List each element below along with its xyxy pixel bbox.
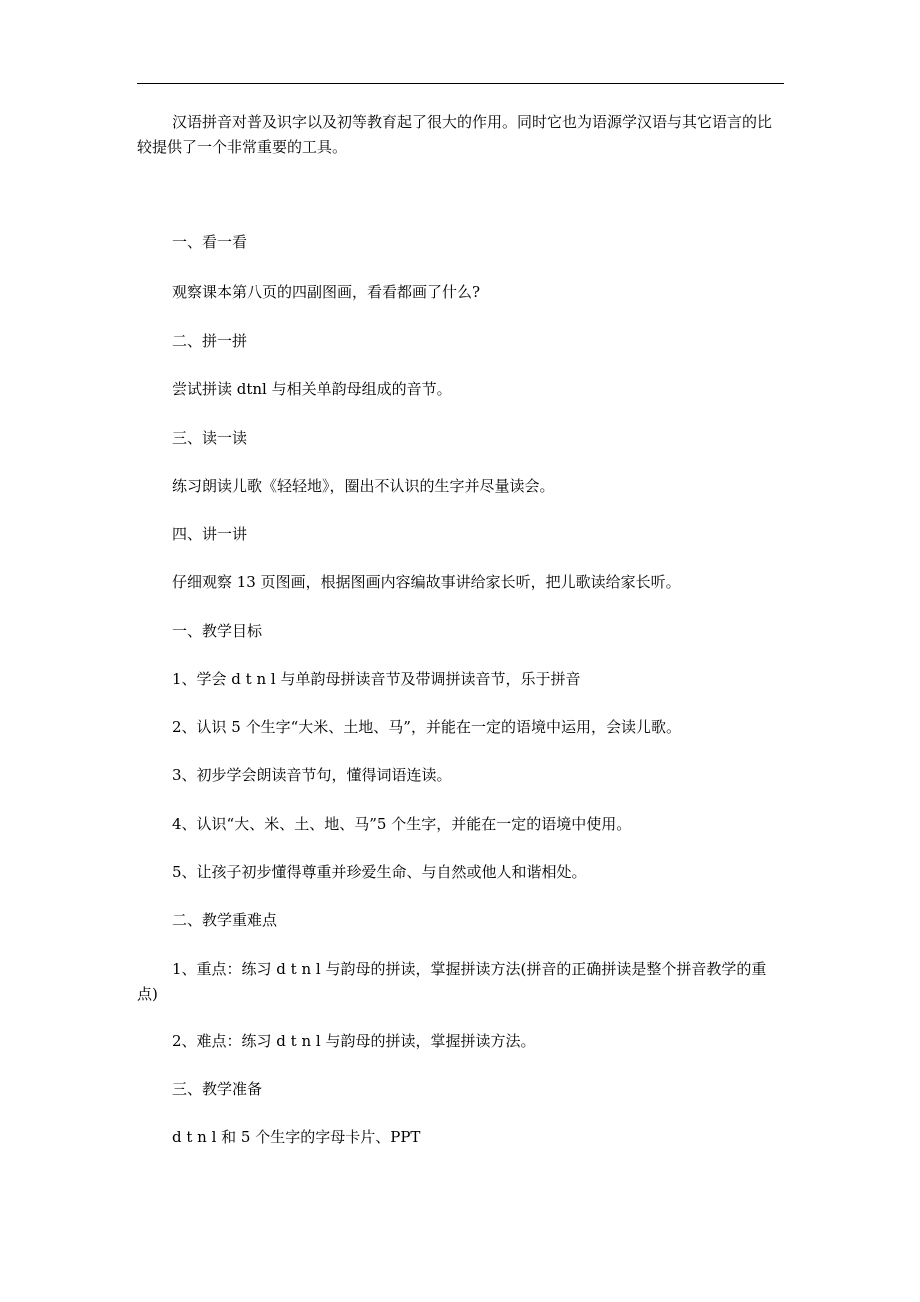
key-point-item-2: 2、难点：练习 d t n l 与韵母的拼读，掌握拼读方法。 xyxy=(172,1032,536,1050)
section-heading-tell: 四、讲一讲 xyxy=(172,525,248,543)
goal-item-1: 1、学会 d t n l 与单韵母拼读音节及带调拼读音节，乐于拼音 xyxy=(172,670,581,688)
paragraph-tell: 仔细观察 13 页图画，根据图画内容编故事讲给家长听，把儿歌读给家长听。 xyxy=(172,573,681,591)
section-heading-preparation: 三、教学准备 xyxy=(172,1080,263,1098)
paragraph-read: 练习朗读儿歌《轻轻地》，圈出不认识的生字并尽量读会。 xyxy=(172,477,555,495)
goal-item-4: 4、认识“大、米、土、地、马”5 个生字，并能在一定的语境中使用。 xyxy=(172,815,632,833)
goal-item-2: 2、认识 5 个生字“大米、土地、马”，并能在一定的语境中运用，会读儿歌。 xyxy=(172,718,681,736)
paragraph-look: 观察课本第八页的四副图画，看看都画了什么? xyxy=(172,283,481,301)
section-heading-spell: 二、拼一拼 xyxy=(172,332,248,350)
header-rule xyxy=(137,83,784,84)
paragraph-spell: 尝试拼读 dtnl 与相关单韵母组成的音节。 xyxy=(172,380,452,398)
intro-paragraph: 汉语拼音对普及识字以及初等教育起了很大的作用。同时它也为语源学汉语与其它语言的比较提供了一个非常重要的工具。 xyxy=(137,113,773,156)
section-heading-read: 三、读一读 xyxy=(172,429,248,447)
section-heading-teaching-goals: 一、教学目标 xyxy=(172,622,263,640)
goal-item-3: 3、初步学会朗读音节句，懂得词语连读。 xyxy=(172,766,452,784)
preparation-item: d t n l 和 5 个生字的字母卡片、PPT xyxy=(172,1128,421,1146)
section-heading-look: 一、看一看 xyxy=(172,233,248,251)
key-point-item-1: 1、重点：练习 d t n l 与韵母的拼读，掌握拼读方法(拼音的正确拼读是整个拼音教学的重点) xyxy=(137,960,767,1003)
goal-item-5: 5、让孩子初步懂得尊重并珍爱生命、与自然或他人和谐相处。 xyxy=(172,863,587,881)
section-heading-key-points: 二、教学重难点 xyxy=(172,911,278,929)
